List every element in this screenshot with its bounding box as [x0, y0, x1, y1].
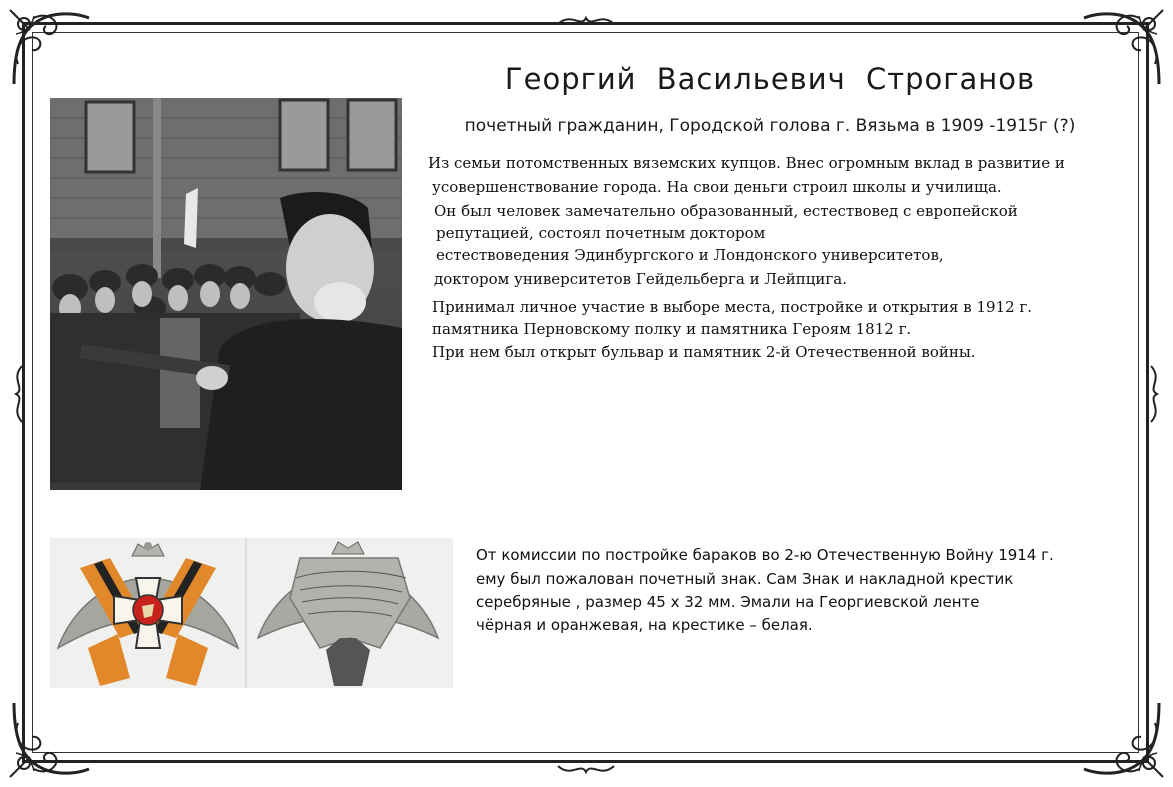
badge-photos: [50, 538, 453, 688]
historical-photo: [50, 98, 402, 490]
participation-line: При нем был открыт бульвар и памятник 2-й Отечественной войны.: [432, 343, 976, 361]
corner-ornament-icon: [1079, 693, 1169, 783]
bio-line: доктором университетов Гейдельберга и Лейпцига.: [434, 270, 847, 288]
bio-line: репутацией, состоял почетным доктором: [436, 224, 766, 242]
bio-line: естествоведения Эдинбургского и Лондонского университетов,: [436, 246, 944, 264]
top-scroll-ornament-icon: [556, 10, 616, 30]
bottom-scroll-ornament-icon: [556, 760, 616, 780]
badge-image: [50, 538, 453, 688]
bio-line: Он был человек замечательно образованный, естествовед с европейской: [434, 202, 1018, 220]
badge-description-line: ему был пожалован почетный знак. Сам Знак и накладной крестик: [476, 570, 1014, 588]
left-scroll-ornament-icon: [8, 364, 28, 424]
badge-description-line: чёрная и оранжевая, на крестике – белая.: [476, 616, 813, 634]
participation-line: Принимал личное участие в выборе места, постройке и открытия в 1912 г.: [432, 298, 1033, 316]
page-title: Георгий Васильевич Строганов: [504, 62, 1036, 96]
corner-ornament-icon: [4, 4, 94, 94]
right-scroll-ornament-icon: [1145, 364, 1165, 424]
bio-line: Из семьи потомственных вяземских купцов. Внес огромным вклад в развитие и: [428, 154, 1065, 172]
participation-line: памятника Перновскому полку и памятника Героям 1812 г.: [432, 320, 912, 338]
page-subtitle: почетный гражданин, Городской голова г. Вязьма в 1909 -1915г (?): [464, 116, 1076, 136]
badge-description-line: От комиссии по постройке бараков во 2-ю Отечественную Войну 1914 г.: [476, 546, 1054, 564]
bio-line: усовершенствование города. На свои деньги строил школы и училища.: [432, 178, 1002, 196]
photo-image: [50, 98, 402, 490]
badge-description-line: серебряные , размер 45 х 32 мм. Эмали на Георгиевской ленте: [476, 593, 980, 611]
corner-ornament-icon: [4, 693, 94, 783]
